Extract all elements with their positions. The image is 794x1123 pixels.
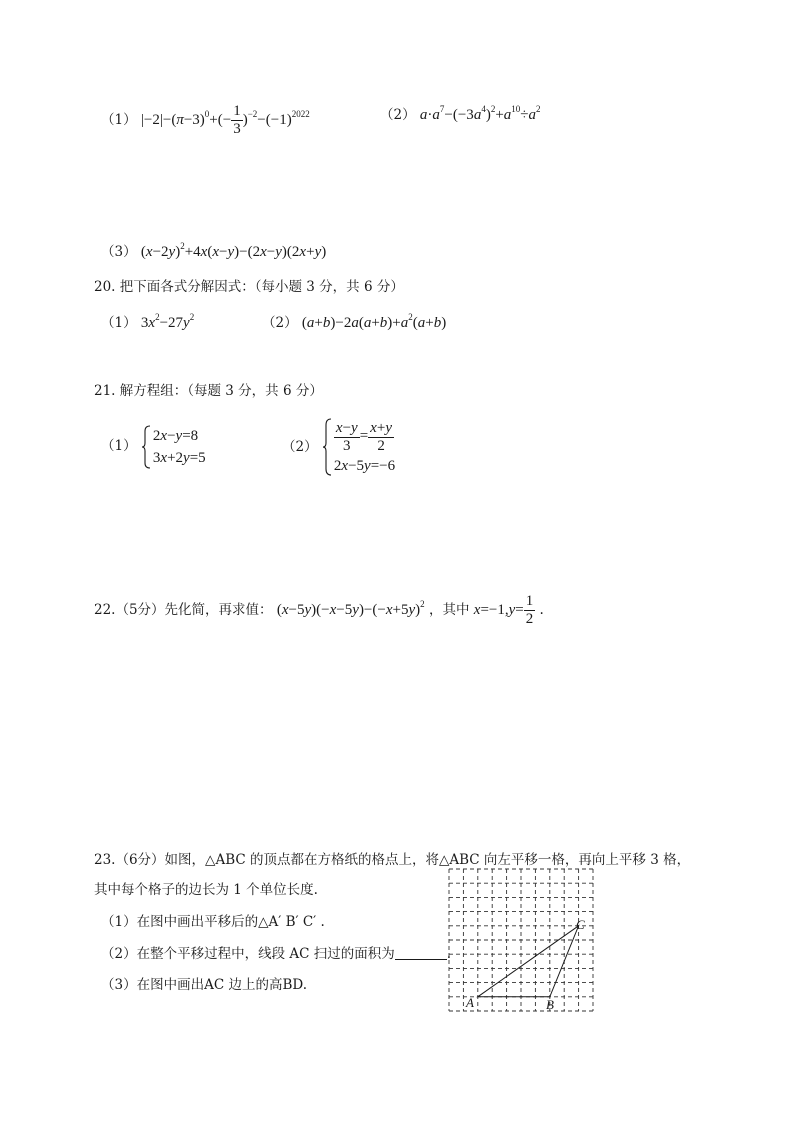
q19-part1-expression: $|-2|-(\pi-3)^0+(-$ $\frac{1}{3}$ )$^{-2}-(-1)^{2022}$ [140,103,310,137]
q19-part1-label: （1） [101,111,137,128]
vertex-label-a: A [466,995,474,1010]
q19-part1 [101,103,310,138]
q21-title: 21. 解方程组：（每题 3 分，共 6 分） [94,383,323,399]
q22-prefix: 22.（5分）先化简，再求值： [94,601,273,618]
q23-sub2-prefix: （2）在整个平移过程中，线段 AC 扫过的面积为 [101,946,395,962]
q22-mid: ，其中 [428,601,470,618]
q23-line1: 23.（6分）如图，△ABC 的顶点都在方格纸的格点上，将△ABC 向左平移一格，再向上平移 3 格， [94,852,691,868]
answer-blank[interactable] [395,945,447,960]
q21-system2: $\frac{x-y}{3}$ = $\frac{x+y}{2}$ 2x−5y=−6 [322,418,395,476]
grid-figure [448,868,594,1012]
fraction-one-third: $\frac{1}{3}$ [233,103,241,137]
q22-expression: $(x-5y)(-x-5y)-(-x+5y)^2$ [276,598,425,618]
q23-line2: 其中每个格子的边长为 1 个单位长度. [94,882,318,898]
q19-part2-expression: $a\cdot a^7-(-3a^4)^2+a^{10}\div a^2$ [419,104,541,123]
q22-values: x=−1,y= $\frac{1}{2}$ [473,593,534,627]
q21-part1 [101,424,206,469]
q20-part1 [101,313,194,333]
q20-part1-label: （1） [101,315,137,331]
vertex-label-c: C [576,917,585,932]
q22-end: . [539,601,544,618]
q21-part2-label: （2） [282,439,318,455]
q19-part2 [380,105,541,125]
q23-sub3: （3）在图中画出AC 边上的高BD. [101,977,308,993]
q23-sub2-suffix: . [446,946,452,962]
q19-part2-label: （2） [380,107,416,123]
q20-part2-expression: $(a+b)-2a(a+b)+a^2(a+b)$ [301,312,447,331]
q21-part2 [282,418,395,477]
grid-lines [446,869,593,1011]
q20-title: 20. 把下面各式分解因式：（每小题 3 分，共 6 分） [94,279,404,295]
q23-sub1: （1）在图中画出平移后的△A′ B′ C′ . [101,914,325,930]
q21-system1: 2x−y=8 3x+2y=5 [141,425,206,469]
q20-part2-label: （2） [262,315,298,331]
q23-sub2 [101,944,451,964]
q19-part3-label: （3） [101,244,137,260]
brace-icon [141,425,151,469]
q20-part2 [262,313,446,333]
q21-part1-label: （1） [101,438,137,454]
triangle-abc [478,926,579,997]
vertex-label-b: B [546,997,554,1012]
q19-part3-expression: $(x-2y)^2+4x(x-y)-(2x-y)(2x+y)$ [140,241,327,260]
q22 [94,593,544,628]
q20-part1-expression: $3x^2-27y^2$ [140,312,195,331]
brace-icon [322,418,332,476]
q19-part3 [101,242,326,262]
